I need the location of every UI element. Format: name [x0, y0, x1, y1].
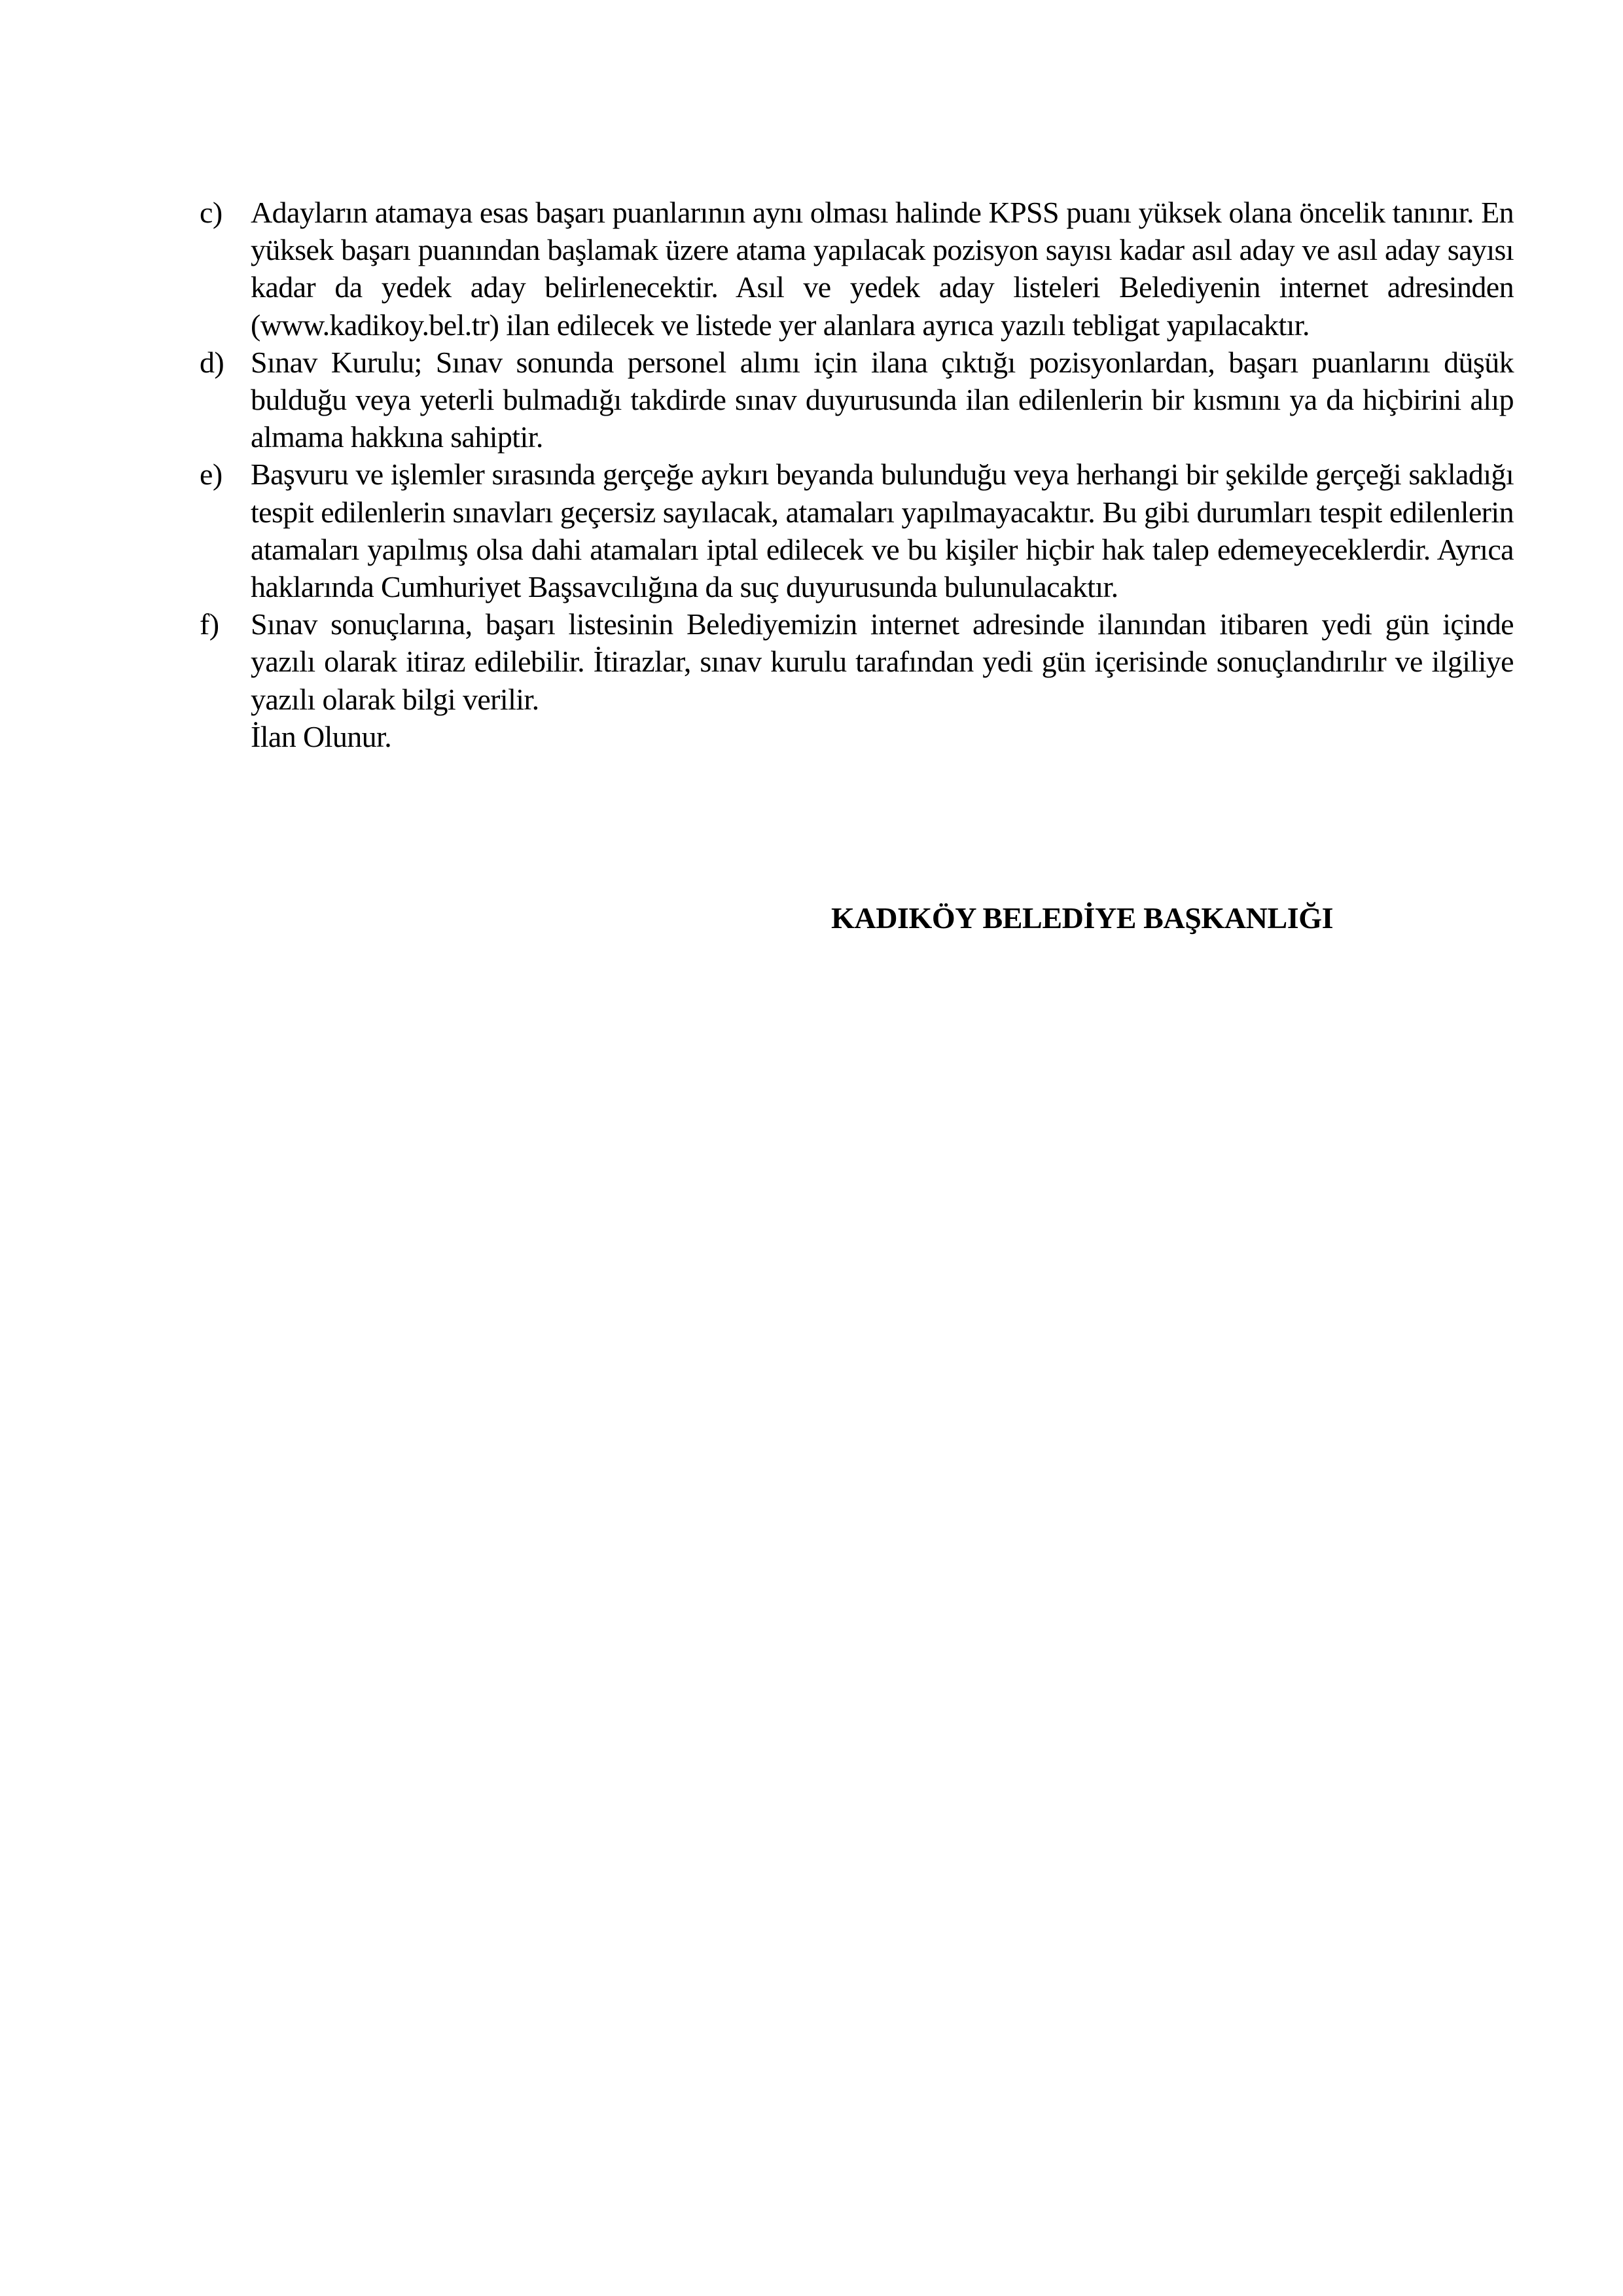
- list-item-label: d): [200, 345, 224, 379]
- list-item-label: e): [200, 457, 223, 492]
- list-item-label: f): [200, 607, 219, 641]
- closing-line: İlan Olunur.: [251, 719, 392, 753]
- list-item-text: Sınav Kurulu; Sınav sonunda personel alımı için ilana çıktığı pozisyonlardan, başarı puanlarını düşük bulduğu veya yeterli bulmadığı takdirde sınav duyurusunda ilan edilenlerin bir kısmını ya da hiçbirini alıp almama hakkına sahiptir.: [251, 345, 1514, 454]
- list-item-text: Başvuru ve işlemler sırasında gerçeğe aykırı beyanda bulunduğu veya herhangi bir şekilde gerçeği sakladığı tespit edilenlerin sınavları geçersiz sayılacak, atamaları yapılmayacaktır. Bu gibi durumları tespit edilenlerin atamaları yapılmış olsa dahi atamaları iptal edilecek ve bu kişiler hiçbir hak talep edemeyeceklerdir. Ayrıca haklarında Cumhuriyet Başsavcılığına da suç duyurusunda bulunulacaktır.: [251, 457, 1514, 604]
- conditions-list: [200, 194, 1514, 755]
- list-item-text: Sınav sonuçlarına, başarı listesinin Belediyemizin internet adresinde ilanından itibaren yedi gün içinde yazılı olarak itiraz edilebilir. İtirazlar, sınav kurulu tarafından yedi gün içerisinde sonuçlandırılır ve ilgiliye yazılı olarak bilgi verilir.: [251, 607, 1514, 716]
- list-item-c: [200, 194, 1514, 344]
- list-item-label: c): [200, 196, 223, 229]
- list-item-f: [200, 605, 1514, 718]
- list-item-text: Adayların atamaya esas başarı puanlarının aynı olması halinde KPSS puanı yüksek olana öncelik tanınır. En yüksek başarı puanından başlamak üzere atama yapılacak pozisyon sayısı kadar asıl aday ve asıl aday sayısı kadar da yedek aday belirlenecektir. Asıl ve yedek aday listeleri Belediyenin internet adresinden (www.kadikoy.bel.tr) ilan edilecek ve listede yer alanlara ayrıca yazılı tebligat yapılacaktır.: [251, 196, 1514, 342]
- list-item-d: [200, 344, 1514, 456]
- signature-authority: KADIKÖY BELEDİYE BAŞKANLIĞI: [831, 901, 1334, 935]
- list-item-e: [200, 456, 1514, 605]
